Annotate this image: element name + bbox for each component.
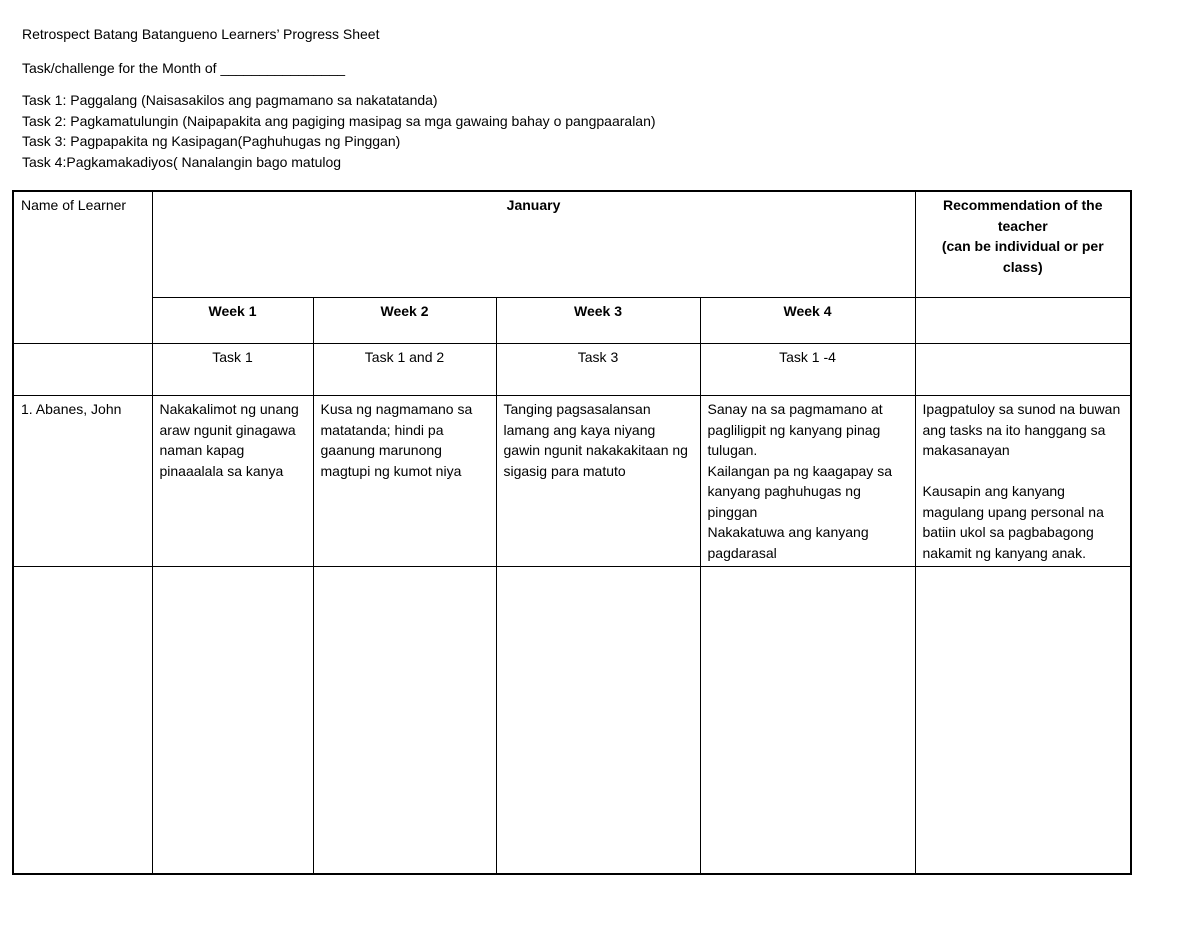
week-3-header: Week 3: [496, 298, 700, 344]
teacher-recommendation: Ipagpatuloy sa sunod na buwan ang tasks na ito hanggang sa makasanayan Kausapin ang kanyang magulang upang personal na batiin ukol sa pagbabagong nakamit ng kanyang anak.: [915, 396, 1131, 567]
empty-cell: [152, 567, 313, 875]
week-3-task: Task 3: [496, 344, 700, 396]
empty-cell: [13, 567, 152, 875]
table-row: [13, 396, 1131, 567]
week-4-header: Week 4: [700, 298, 915, 344]
week-2-note: Kusa ng nagmamano sa matatanda; hindi pa gaanung marunong magtupi ng kumot niya: [313, 396, 496, 567]
learner-column-header: Name of Learner: [13, 191, 152, 344]
week-1-header: Week 1: [152, 298, 313, 344]
task-3-line: Task 3: Pagpapakita ng Kasipagan(Paghuhugas ng Pinggan): [22, 133, 401, 149]
week-1-task: Task 1: [152, 344, 313, 396]
week-tasks-row: [13, 344, 1131, 396]
header-block: [22, 24, 656, 172]
week-1-note: Nakakalimot ng unang araw ngunit ginagawa naman kapag pinaaalala sa kanya: [152, 396, 313, 567]
empty-cell: [915, 344, 1131, 396]
progress-table: [12, 190, 1132, 875]
task-1-line: Task 1: Paggalang (Naisasakilos ang pagmamano sa nakatatanda): [22, 92, 438, 108]
empty-cell: [915, 298, 1131, 344]
week-2-header: Week 2: [313, 298, 496, 344]
task-4-line: Task 4:Pagkamakadiyos( Nanalangin bago matulog: [22, 153, 342, 170]
empty-cell: [700, 567, 915, 875]
week-3-note: Tanging pagsasalansan lamang ang kaya niyang gawin ngunit nakakakitaan ng sigasig para matuto: [496, 396, 700, 567]
learner-name: 1. Abanes, John: [13, 396, 152, 567]
week-2-task: Task 1 and 2: [313, 344, 496, 396]
empty-row: [13, 567, 1131, 875]
empty-cell: [13, 344, 152, 396]
task-2-line: Task 2: Pagkamatulungin (Naipapakita ang pagiging masipag sa mga gawaing bahay o pangpaaralan): [22, 112, 656, 129]
week-4-note: Sanay na sa pagmamano at pagliligpit ng kanyang pinag tulugan. Kailangan pa ng kaagapay sa kanyang paghuhugas ng pinggan Nakakatuwa ang kanyang pagdarasal: [700, 396, 915, 567]
week-4-task: Task 1 -4: [700, 344, 915, 396]
recommendation-header: Recommendation of the teacher (can be individual or per class): [915, 191, 1131, 298]
table-header-row: [13, 191, 1131, 298]
weeks-row: [13, 298, 1131, 344]
empty-cell: [496, 567, 700, 875]
empty-cell: [915, 567, 1131, 875]
month-header: January: [152, 191, 915, 298]
month-line: Task/challenge for the Month of ________________: [22, 60, 346, 76]
sheet-title: Retrospect Batang Batangueno Learners’ Progress Sheet: [22, 26, 380, 42]
empty-cell: [313, 567, 496, 875]
